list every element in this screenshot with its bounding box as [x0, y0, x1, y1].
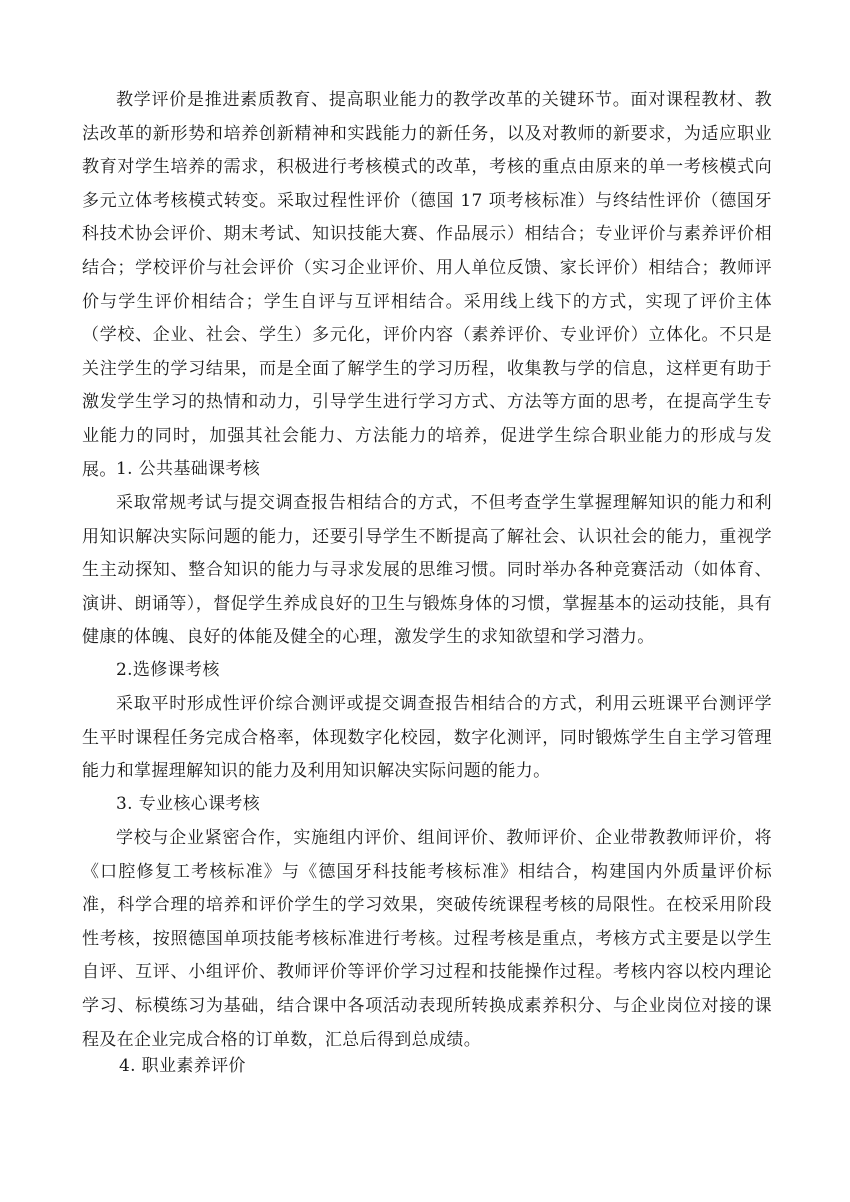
section-body-elective-courses: 采取平时形成性评价综合测评或提交调查报告相结合的方式，利用云班课平台测评学生平时课程任务完成合格率，体现数字化校园，数字化测评，同时锻炼学生自主学习管理能力和掌握理解知识的能力及利用知识解决实际问题的能力。: [82, 694, 772, 782]
section-heading-elective-courses: 2.选修课考核: [116, 660, 220, 680]
section-heading-core-courses: 3. 专业核心课考核: [116, 794, 261, 814]
section-body-core-courses: 学校与企业紧密合作，实施组内评价、组间评价、教师评价、企业带教教师评价，将《口腔修复工考核标准》与《德国牙科技能考核标准》相结合，构建国内外质量评价标准，科学合理的培养和评价学生的学习效果，突破传统课程考核的局限性。在校采用阶段性考核，按照德国单项技能考核标准进行考核。过程考核是重点，考核方式主要是以学生自评、互评、小组评价、教师评价等评价学习过程和技能操作过程。考核内容以校内理论学习、标模练习为基础，结合课中各项活动表现所转换成素养积分、与企业岗位对接的课程及在企业完成合格的订单数，汇总后得到总成绩。: [82, 828, 772, 1050]
section-heading-professional-literacy: 4. 职业素养评价: [119, 1056, 246, 1076]
section-heading-public-basic-courses: 1. 公共基础课考核: [116, 459, 261, 479]
section-body-public-basic-courses: 采取常规考试与提交调查报告相结合的方式，不但考查学生掌握理解知识的能力和利用知识解决实际问题的能力，还要引导学生不断提高了解社会、认识社会的能力，重视学生主动探知、整合知识的能力与寻求发展的思维习惯。同时举办各种竞赛活动（如体育、演讲、朗诵等），督促学生养成良好的卫生与锻炼身体的习惯，掌握基本的运动技能，具有健康的体魄、良好的体能及健全的心理，激发学生的求知欲望和学习潜力。: [82, 493, 772, 648]
intro-paragraph: 教学评价是推进素质教育、提高职业能力的教学改革的关键环节。面对课程教材、教法改革的新形势和培养创新精神和实践能力的新任务，以及对教师的新要求，为适应职业教育对学生培养的需求，积极进行考核模式的改革，考核的重点由原来的单一考核模式向多元立体考核模式转变。采取过程性评价（德国 17 项考核标准）与终结性评价（德国牙科技术协会评价、期末考试、知识技能大赛、作品展示）相结合；专业评价与素养评价相结合；学校评价与社会评价（实习企业评价、用人单位反馈、家长评价）相结合；教师评价与学生评价相结合；学生自评与互评相结合。采用线上线下的方式，实现了评价主体（学校、企业、社会、学生）多元化，评价内容（素养评价、专业评价）立体化。不只是关注学生的学习结果，而是全面了解学生的学习历程，收集教与学的信息，这样更有助于激发学生学习的热情和动力，引导学生进行学习方式、方法等方面的思考，在提高学生专业能力的同时，加强其社会能力、方法能力的培养，促进学生综合职业能力的形成与发展。: [82, 90, 772, 480]
